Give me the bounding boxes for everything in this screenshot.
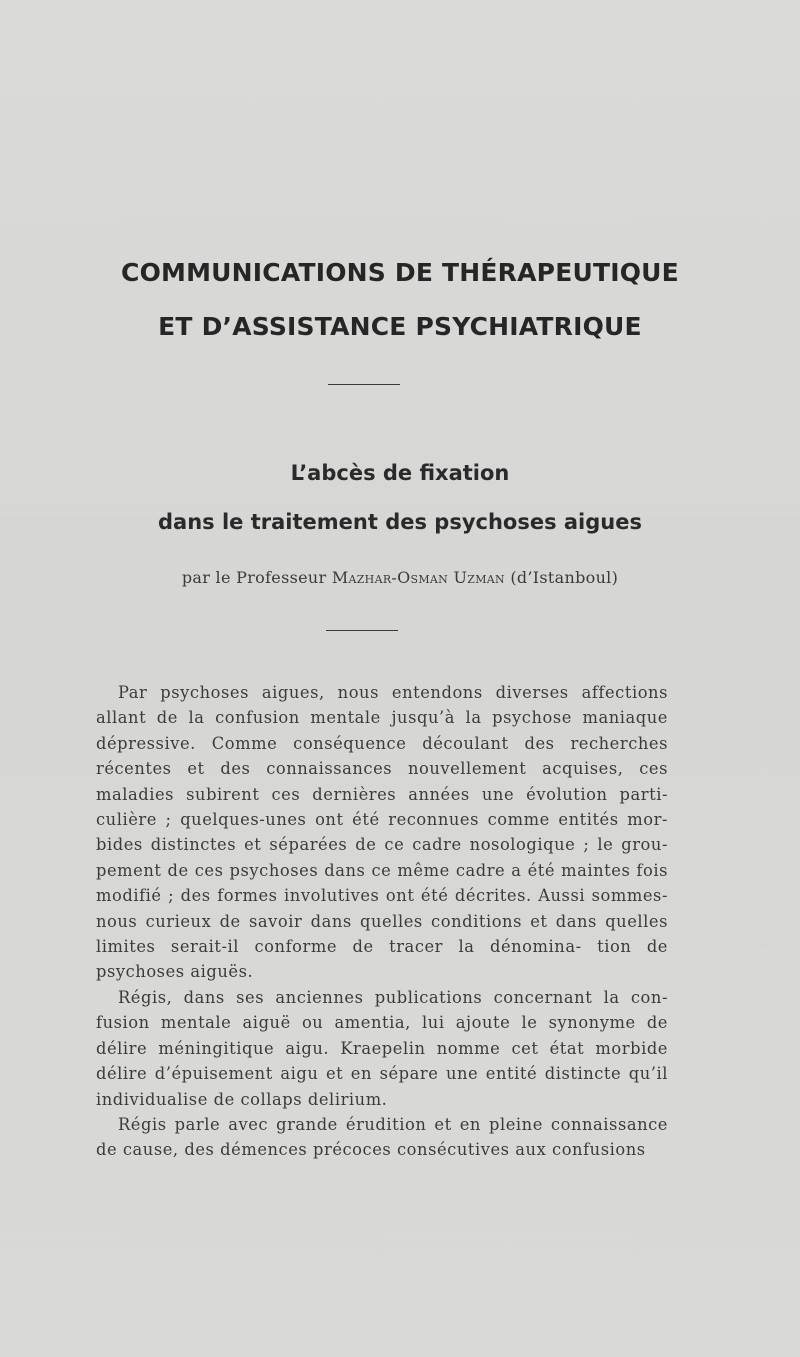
article-body <box>96 680 668 1163</box>
body-paragraph-1: Par psychoses aigues, nous entendons diverses affections allant de la confusion mentale jusqu’à la psychose maniaque dépressive. Comme conséquence découlant des recherches récentes et des connaissances nouvellement acquises, ces maladies subirent ces dernières années une évolution parti- culière ; quelques-unes ont été reconnues comme entités mor- bides distinctes et séparées de ce cadre nosologique ; le grou- pement de ces psychoses dans ce même cadre a été maintes fois modifié ; des formes involutives ont été décrites. Aussi sommes-nous curieux de savoir dans quelles conditions et dans quelles limites serait-il conforme de tracer la dénomina- tion de psychoses aiguës. <box>96 683 668 982</box>
author-byline <box>0 568 800 587</box>
author-name: Mazhar-Osman Uzman <box>331 568 505 587</box>
article-title-line-1: L’abcès de fixation <box>290 461 510 485</box>
byline-suffix: (d’Istanboul) <box>504 568 619 587</box>
divider-rule-bottom <box>326 630 398 631</box>
article-title-line-2: dans le traitement des psychoses aigues <box>158 510 642 534</box>
divider-rule-top <box>328 384 400 385</box>
byline-prefix: par le Professeur <box>181 568 332 587</box>
body-paragraph-2: Régis, dans ses anciennes publications concernant la con- fusion mentale aiguë ou amentia, lui ajoute le synonyme de délire méningitique aigu. Kraepelin nomme cet état morbide délire d’épuisement aigu et en sépare une entité distincte qu’il individualise de collaps delirium. <box>96 987 668 1109</box>
section-heading-line-1: COMMUNICATIONS DE THÉRAPEUTIQUE <box>121 258 679 287</box>
body-paragraph-3: Régis parle avec grande érudition et en pleine connaissance de cause, des démences précoces consécutives aux confusions <box>96 1114 668 1160</box>
section-heading-line-2: ET D’ASSISTANCE PSYCHIATRIQUE <box>158 312 642 341</box>
